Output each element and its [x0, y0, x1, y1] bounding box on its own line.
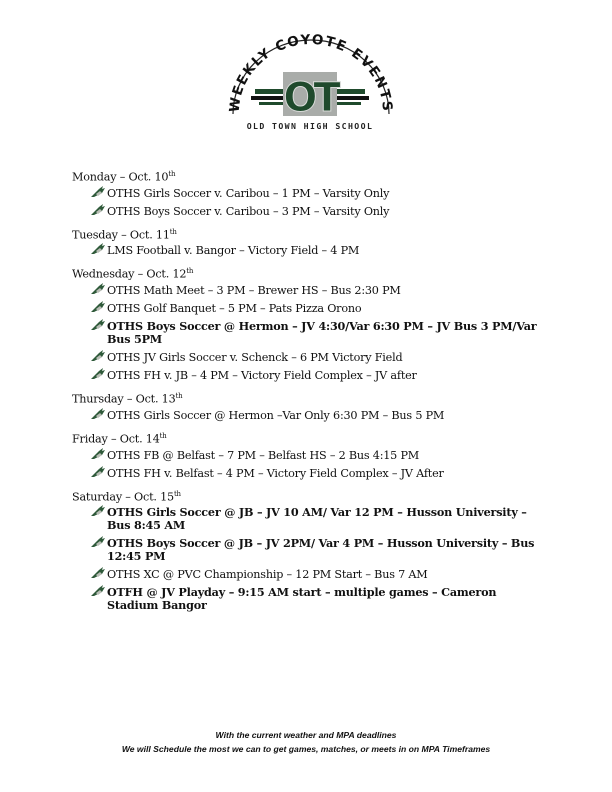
event-item	[72, 244, 542, 257]
day-ordinal-suffix: th	[175, 392, 183, 401]
day-ordinal-suffix: th	[186, 267, 194, 276]
coyote-bullet-icon	[90, 504, 106, 518]
footer-note	[0, 728, 612, 756]
coyote-bullet-icon	[90, 566, 106, 580]
event-text: OTHS Boys Soccer @ Hermon – JV 4:30/Var 6:30 PM – JV Bus 3 PM/Var Bus 5PM	[107, 319, 537, 347]
logo-arc-title: WEEKLY COYOTE EVENTS	[226, 34, 395, 114]
day-label: Saturday – Oct. 15	[72, 490, 174, 504]
day-ordinal-suffix: th	[173, 489, 181, 498]
event-item	[72, 586, 542, 612]
day-ordinal-suffix: th	[159, 431, 167, 440]
event-item	[72, 506, 542, 532]
day-heading	[72, 432, 542, 446]
event-item	[72, 284, 542, 297]
event-item	[72, 467, 542, 480]
day-label: Tuesday – Oct. 11	[72, 228, 170, 242]
coyote-bullet-icon	[90, 465, 106, 479]
day-heading	[72, 228, 542, 242]
weekly-schedule	[72, 170, 542, 617]
event-item	[72, 205, 542, 218]
event-text: OTHS JV Girls Soccer v. Schenck – 6 PM Victory Field	[107, 351, 403, 365]
logo-school-name: OLD TOWN HIGH SCHOOL	[246, 121, 374, 131]
event-text: OTHS FB @ Belfast – 7 PM – Belfast HS – 2 Bus 4:15 PM	[107, 448, 420, 462]
event-text: OTFH @ JV Playday – 9:15 AM start – multiple games – Cameron Stadium Bangor	[107, 585, 497, 613]
event-text: OTHS Boys Soccer v. Caribou – 3 PM – Varsity Only	[107, 204, 390, 218]
day-heading	[72, 392, 542, 406]
day-ordinal-suffix: th	[169, 227, 177, 236]
event-item	[72, 537, 542, 563]
event-item	[72, 568, 542, 581]
coyote-bullet-icon	[90, 447, 106, 461]
day-label: Wednesday – Oct. 12	[72, 268, 187, 282]
day-label: Thursday – Oct. 13	[72, 392, 176, 406]
event-text: OTHS Math Meet – 3 PM – Brewer HS – Bus 2:30 PM	[107, 284, 401, 298]
day-heading	[72, 267, 542, 281]
footer-line-2: We will Schedule the most we can to get games, matches, or meets in on MPA Timeframes	[121, 744, 491, 754]
coyote-bullet-icon	[90, 282, 106, 296]
logo-graphic	[225, 34, 395, 134]
event-text: OTHS FH v. Belfast – 4 PM – Victory Field Complex – JV After	[107, 466, 444, 480]
event-item	[72, 351, 542, 364]
coyote-bullet-icon	[90, 584, 106, 598]
coyote-bullet-icon	[90, 185, 106, 199]
footer-line-1: With the current weather and MPA deadlines	[215, 730, 397, 740]
day-ordinal-suffix: th	[168, 170, 176, 178]
day-heading	[72, 170, 542, 184]
event-text: OTHS Girls Soccer @ JB – JV 10 AM/ Var 12 PM – Husson University – Bus 8:45 AM	[107, 505, 527, 533]
coyote-bullet-icon	[90, 535, 106, 549]
day-label: Friday – Oct. 14	[72, 432, 160, 446]
event-text: OTHS Golf Banquet – 5 PM – Pats Pizza Orono	[107, 302, 362, 316]
event-text: OTHS FH v. JB – 4 PM – Victory Field Complex – JV after	[107, 369, 417, 383]
coyote-bullet-icon	[90, 318, 106, 332]
coyote-bullet-icon	[90, 407, 106, 421]
event-item	[72, 302, 542, 315]
event-item	[72, 187, 542, 200]
event-item	[72, 369, 542, 382]
event-text: OTHS Girls Soccer v. Caribou – 1 PM – Varsity Only	[107, 186, 390, 200]
event-item	[72, 449, 542, 462]
event-text: OTHS Boys Soccer @ JB – JV 2PM/ Var 4 PM – Husson University – Bus 12:45 PM	[107, 536, 535, 564]
event-text: OTHS XC @ PVC Championship – 12 PM Start – Bus 7 AM	[107, 568, 428, 582]
weekly-coyote-events-logo	[225, 34, 395, 134]
coyote-bullet-icon	[90, 367, 106, 381]
coyote-bullet-icon	[90, 203, 106, 217]
coyote-bullet-icon	[90, 242, 106, 256]
event-item	[72, 320, 542, 346]
day-heading	[72, 490, 542, 504]
event-text: OTHS Girls Soccer @ Hermon –Var Only 6:30 PM – Bus 5 PM	[107, 408, 445, 422]
day-label: Monday – Oct. 10	[72, 170, 169, 184]
coyote-bullet-icon	[90, 349, 106, 363]
event-item	[72, 409, 542, 422]
coyote-bullet-icon	[90, 300, 106, 314]
logo-monogram: OT	[283, 75, 337, 121]
event-text: LMS Football v. Bangor – Victory Field – 4 PM	[107, 244, 360, 258]
